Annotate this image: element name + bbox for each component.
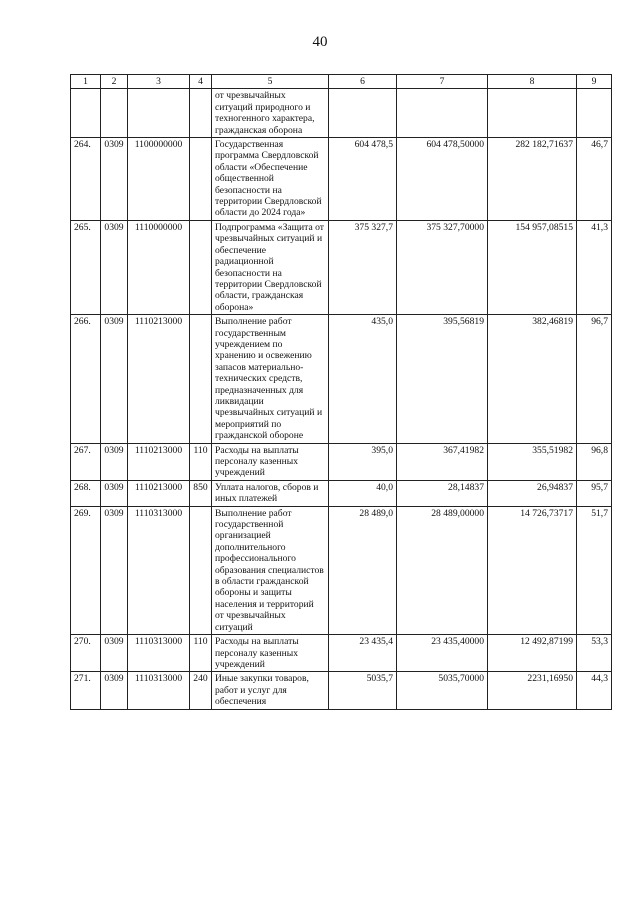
row-number: 264. <box>71 138 101 221</box>
column-header-9: 9 <box>577 75 612 89</box>
expense-type-code <box>190 506 212 634</box>
target-code: 1110213000 <box>128 315 190 443</box>
section-code: 0309 <box>101 443 128 480</box>
expense-type-code: 850 <box>190 480 212 506</box>
execution-percent: 96,7 <box>577 315 612 443</box>
execution-percent: 51,7 <box>577 506 612 634</box>
executed-amount: 2231,16950 <box>488 672 577 709</box>
plan-amount: 604 478,5 <box>329 138 397 221</box>
plan-amount: 28 489,0 <box>329 506 397 634</box>
execution-percent <box>577 89 612 138</box>
table-row <box>71 635 612 672</box>
adjusted-plan-amount: 5035,70000 <box>397 672 488 709</box>
executed-amount: 12 492,87199 <box>488 635 577 672</box>
section-code: 0309 <box>101 506 128 634</box>
table-row <box>71 138 612 221</box>
plan-amount: 23 435,4 <box>329 635 397 672</box>
column-header-5: 5 <box>212 75 329 89</box>
adjusted-plan-amount: 28,14837 <box>397 480 488 506</box>
row-description: Выполнение работ государственной организацией дополнительного профессионального образования специалистов в области гражданской обороны и защиты населения и территорий от чрезвычайных ситуаций <box>212 506 329 634</box>
plan-amount: 5035,7 <box>329 672 397 709</box>
section-code <box>101 89 128 138</box>
expense-type-code: 110 <box>190 635 212 672</box>
plan-amount: 375 327,7 <box>329 220 397 314</box>
row-description: от чрезвычайных ситуаций природного и техногенного характера, гражданская оборона <box>212 89 329 138</box>
row-number: 270. <box>71 635 101 672</box>
row-description: Иные закупки товаров, работ и услуг для обеспечения <box>212 672 329 709</box>
target-code: 1110313000 <box>128 635 190 672</box>
plan-amount <box>329 89 397 138</box>
table-row <box>71 220 612 314</box>
column-header-2: 2 <box>101 75 128 89</box>
target-code: 1110213000 <box>128 443 190 480</box>
plan-amount: 435,0 <box>329 315 397 443</box>
column-header-1: 1 <box>71 75 101 89</box>
section-code: 0309 <box>101 315 128 443</box>
section-code: 0309 <box>101 672 128 709</box>
row-number: 269. <box>71 506 101 634</box>
table-row <box>71 672 612 709</box>
adjusted-plan-amount: 23 435,40000 <box>397 635 488 672</box>
plan-amount: 40,0 <box>329 480 397 506</box>
target-code: 1100000000 <box>128 138 190 221</box>
budget-table <box>70 74 612 710</box>
row-number: 266. <box>71 315 101 443</box>
expense-type-code: 240 <box>190 672 212 709</box>
plan-amount: 395,0 <box>329 443 397 480</box>
table-row <box>71 443 612 480</box>
expense-type-code: 110 <box>190 443 212 480</box>
row-number: 271. <box>71 672 101 709</box>
adjusted-plan-amount: 604 478,50000 <box>397 138 488 221</box>
target-code: 1110000000 <box>128 220 190 314</box>
row-description: Расходы на выплаты персоналу казенных учреждений <box>212 443 329 480</box>
expense-type-code <box>190 220 212 314</box>
table-row <box>71 89 612 138</box>
table-row <box>71 506 612 634</box>
executed-amount: 154 957,08515 <box>488 220 577 314</box>
row-number: 265. <box>71 220 101 314</box>
column-header-4: 4 <box>190 75 212 89</box>
column-header-8: 8 <box>488 75 577 89</box>
section-code: 0309 <box>101 480 128 506</box>
target-code: 1110213000 <box>128 480 190 506</box>
expense-type-code <box>190 138 212 221</box>
row-number: 267. <box>71 443 101 480</box>
row-description: Расходы на выплаты персоналу казенных учреждений <box>212 635 329 672</box>
execution-percent: 41,3 <box>577 220 612 314</box>
table-row <box>71 480 612 506</box>
target-code: 1110313000 <box>128 672 190 709</box>
section-code: 0309 <box>101 138 128 221</box>
target-code: 1110313000 <box>128 506 190 634</box>
page-number: 40 <box>312 34 328 50</box>
row-description: Подпрограмма «Защита от чрезвычайных ситуаций и обеспечение радиационной безопасности на территории Свердловской области, гражданская оборона» <box>212 220 329 314</box>
column-header-6: 6 <box>329 75 397 89</box>
column-header-3: 3 <box>128 75 190 89</box>
adjusted-plan-amount: 367,41982 <box>397 443 488 480</box>
executed-amount: 282 182,71637 <box>488 138 577 221</box>
adjusted-plan-amount <box>397 89 488 138</box>
execution-percent: 44,3 <box>577 672 612 709</box>
execution-percent: 46,7 <box>577 138 612 221</box>
executed-amount: 14 726,73717 <box>488 506 577 634</box>
executed-amount <box>488 89 577 138</box>
adjusted-plan-amount: 375 327,70000 <box>397 220 488 314</box>
execution-percent: 96,8 <box>577 443 612 480</box>
row-number <box>71 89 101 138</box>
row-number: 268. <box>71 480 101 506</box>
section-code: 0309 <box>101 635 128 672</box>
header-row <box>71 75 612 89</box>
executed-amount: 26,94837 <box>488 480 577 506</box>
expense-type-code <box>190 315 212 443</box>
executed-amount: 355,51982 <box>488 443 577 480</box>
row-description: Выполнение работ государственным учреждением по хранению и освежению запасов материально-технических средств, предназначенных для ликвидации чрезвычайных ситуаций и мероприятий по гражданской обороне <box>212 315 329 443</box>
row-description: Государственная программа Свердловской области «Обеспечение общественной безопасности на территории Свердловской области до 2024 года» <box>212 138 329 221</box>
target-code <box>128 89 190 138</box>
adjusted-plan-amount: 28 489,00000 <box>397 506 488 634</box>
execution-percent: 53,3 <box>577 635 612 672</box>
execution-percent: 95,7 <box>577 480 612 506</box>
row-description: Уплата налогов, сборов и иных платежей <box>212 480 329 506</box>
table-row <box>71 315 612 443</box>
column-header-7: 7 <box>397 75 488 89</box>
expense-type-code <box>190 89 212 138</box>
executed-amount: 382,46819 <box>488 315 577 443</box>
section-code: 0309 <box>101 220 128 314</box>
adjusted-plan-amount: 395,56819 <box>397 315 488 443</box>
